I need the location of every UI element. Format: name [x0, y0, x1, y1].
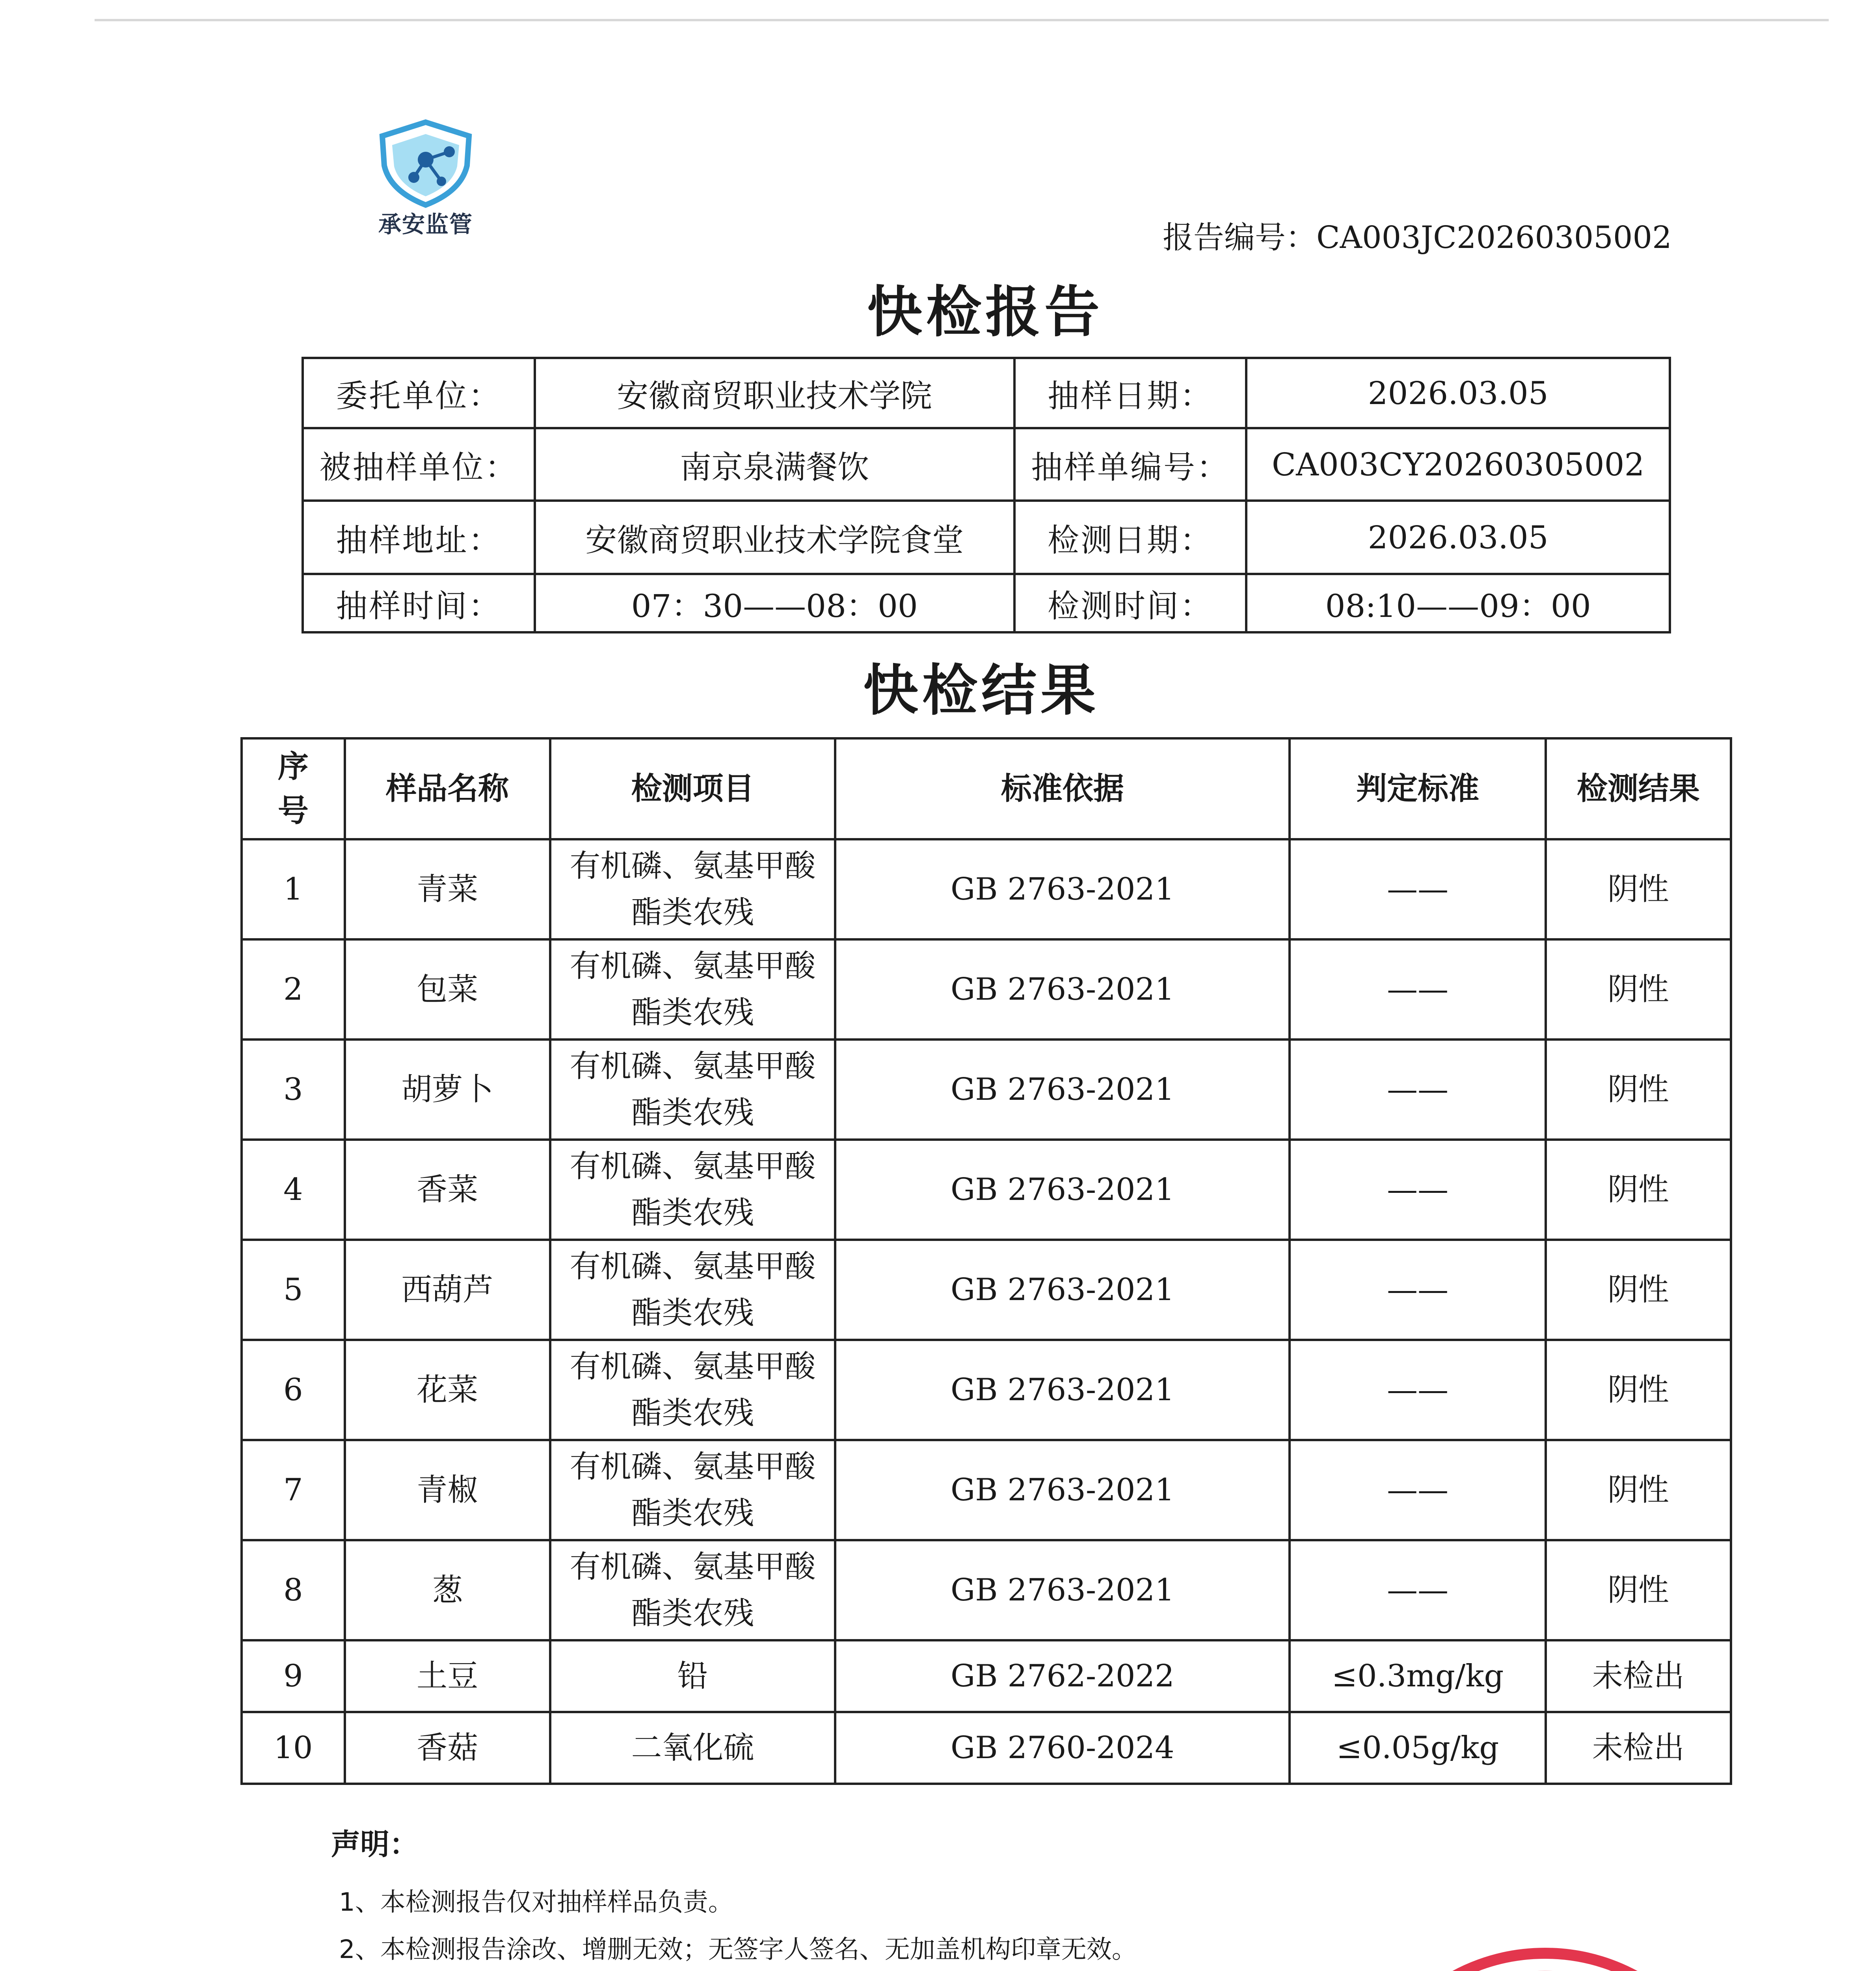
column-header: 标准依据 — [835, 738, 1290, 839]
logo-wordmark: 承安监管 — [378, 211, 473, 238]
report-number: 报告编号：CA003JC20260305002 — [1163, 220, 1672, 255]
standard-basis: GB 2763-2021 — [835, 1240, 1290, 1340]
test-result: 阴性 — [1546, 939, 1731, 1040]
judgement-limit: —— — [1290, 839, 1546, 939]
info-label: 抽样日期： — [1014, 358, 1247, 428]
sample-number: 1 — [242, 839, 345, 939]
sample-name: 青椒 — [345, 1440, 550, 1540]
sample-number: 5 — [242, 1240, 345, 1340]
test-item: 有机磷、氨基甲酸 酯类农残 — [550, 1040, 836, 1140]
sample-name: 香菜 — [345, 1140, 550, 1240]
judgement-limit: ≤0.3mg/kg — [1290, 1640, 1546, 1712]
info-label: 抽样地址： — [303, 501, 535, 574]
sample-name: 土豆 — [345, 1640, 550, 1712]
column-header: 检测结果 — [1546, 738, 1731, 839]
info-row — [303, 574, 1670, 632]
sample-name: 葱 — [345, 1540, 550, 1640]
judgement-limit: —— — [1290, 1340, 1546, 1440]
info-value: 安徽商贸职业技术学院食堂 — [535, 501, 1014, 574]
sample-number: 7 — [242, 1440, 345, 1540]
test-item: 二氧化硫 — [550, 1712, 836, 1784]
disclaimer-heading: 声明： — [331, 1828, 419, 1861]
result-row — [242, 839, 1731, 939]
report-title: 快检报告 — [867, 280, 1104, 345]
result-row — [242, 1440, 1731, 1540]
sample-name: 包菜 — [345, 939, 550, 1040]
test-item: 有机磷、氨基甲酸 酯类农残 — [550, 1240, 836, 1340]
test-item: 铅 — [550, 1640, 836, 1712]
info-label: 抽样时间： — [303, 574, 535, 632]
sample-name: 花菜 — [345, 1340, 550, 1440]
sample-number: 2 — [242, 939, 345, 1040]
sampling-info-table — [302, 357, 1671, 633]
sample-number: 6 — [242, 1340, 345, 1440]
result-row — [242, 1540, 1731, 1640]
test-result: 阴性 — [1546, 839, 1731, 939]
sample-name: 西葫芦 — [345, 1240, 550, 1340]
judgement-limit: —— — [1290, 1140, 1546, 1240]
disclaimer-item: 2、本检测报告涂改、增删无效；无签字人签名、无加盖机构印章无效。 — [339, 1935, 1137, 1964]
info-label: 委托单位： — [303, 358, 535, 428]
column-header: 判定标准 — [1290, 738, 1546, 839]
company-logo — [363, 118, 489, 237]
results-title: 快检结果 — [863, 659, 1100, 723]
sample-name: 胡萝卜 — [345, 1040, 550, 1140]
judgement-limit: —— — [1290, 1440, 1546, 1540]
test-item: 有机磷、氨基甲酸 酯类农残 — [550, 939, 836, 1040]
standard-basis: GB 2762-2022 — [835, 1640, 1290, 1712]
info-label: 检测时间： — [1014, 574, 1247, 632]
result-row — [242, 1140, 1731, 1240]
result-row — [242, 1240, 1731, 1340]
sample-number: 3 — [242, 1040, 345, 1140]
info-value: 07：30——08：00 — [535, 574, 1014, 632]
judgement-limit: —— — [1290, 939, 1546, 1040]
sample-number: 9 — [242, 1640, 345, 1712]
test-result: 未检出 — [1546, 1712, 1731, 1784]
standard-basis: GB 2763-2021 — [835, 839, 1290, 939]
test-item: 有机磷、氨基甲酸 酯类农残 — [550, 1540, 836, 1640]
info-value: 南京泉满餐饮 — [535, 428, 1014, 501]
test-item: 有机磷、氨基甲酸 酯类农残 — [550, 1440, 836, 1540]
standard-basis: GB 2760-2024 — [835, 1712, 1290, 1784]
test-result: 未检出 — [1546, 1640, 1731, 1712]
judgement-limit: —— — [1290, 1540, 1546, 1640]
info-row — [303, 358, 1670, 428]
column-header: 样品名称 — [345, 738, 550, 839]
result-row — [242, 939, 1731, 1040]
standard-basis: GB 2763-2021 — [835, 1440, 1290, 1540]
info-row — [303, 501, 1670, 574]
result-row — [242, 1640, 1731, 1712]
column-header: 序 号 — [242, 738, 345, 839]
test-result: 阴性 — [1546, 1340, 1731, 1440]
judgement-limit: ≤0.05g/kg — [1290, 1712, 1546, 1784]
standard-basis: GB 2763-2021 — [835, 939, 1290, 1040]
info-value: 安徽商贸职业技术学院 — [535, 358, 1014, 428]
sample-number: 10 — [242, 1712, 345, 1784]
results-header-row — [242, 738, 1731, 839]
info-row — [303, 428, 1670, 501]
result-row — [242, 1340, 1731, 1440]
test-result: 阴性 — [1546, 1440, 1731, 1540]
test-result: 阴性 — [1546, 1540, 1731, 1640]
test-result: 阴性 — [1546, 1240, 1731, 1340]
sample-number: 4 — [242, 1140, 345, 1240]
info-value: 2026.03.05 — [1246, 501, 1670, 574]
sample-name: 香菇 — [345, 1712, 550, 1784]
judgement-limit: —— — [1290, 1040, 1546, 1140]
sample-name: 青菜 — [345, 839, 550, 939]
info-value: CA003CY20260305002 — [1246, 428, 1670, 501]
disclaimer-item: 1、本检测报告仅对抽样样品负责。 — [339, 1888, 733, 1917]
test-item: 有机磷、氨基甲酸 酯类农残 — [550, 1140, 836, 1240]
judgement-limit: —— — [1290, 1240, 1546, 1340]
info-value: 2026.03.05 — [1246, 358, 1670, 428]
standard-basis: GB 2763-2021 — [835, 1340, 1290, 1440]
test-result: 阴性 — [1546, 1040, 1731, 1140]
official-seal — [1356, 1943, 1734, 1971]
info-label: 抽样单编号： — [1014, 428, 1247, 501]
test-item: 有机磷、氨基甲酸 酯类农残 — [550, 1340, 836, 1440]
column-header: 检测项目 — [550, 738, 836, 839]
standard-basis: GB 2763-2021 — [835, 1140, 1290, 1240]
result-row — [242, 1040, 1731, 1140]
standard-basis: GB 2763-2021 — [835, 1540, 1290, 1640]
shield-network-icon — [363, 118, 489, 209]
sample-number: 8 — [242, 1540, 345, 1640]
result-row — [242, 1712, 1731, 1784]
results-table — [240, 737, 1732, 1785]
info-label: 被抽样单位： — [303, 428, 535, 501]
test-result: 阴性 — [1546, 1140, 1731, 1240]
scan-edge-line — [95, 19, 1829, 21]
test-item: 有机磷、氨基甲酸 酯类农残 — [550, 839, 836, 939]
info-label: 检测日期： — [1014, 501, 1247, 574]
info-value: 08:10——09：00 — [1246, 574, 1670, 632]
standard-basis: GB 2763-2021 — [835, 1040, 1290, 1140]
